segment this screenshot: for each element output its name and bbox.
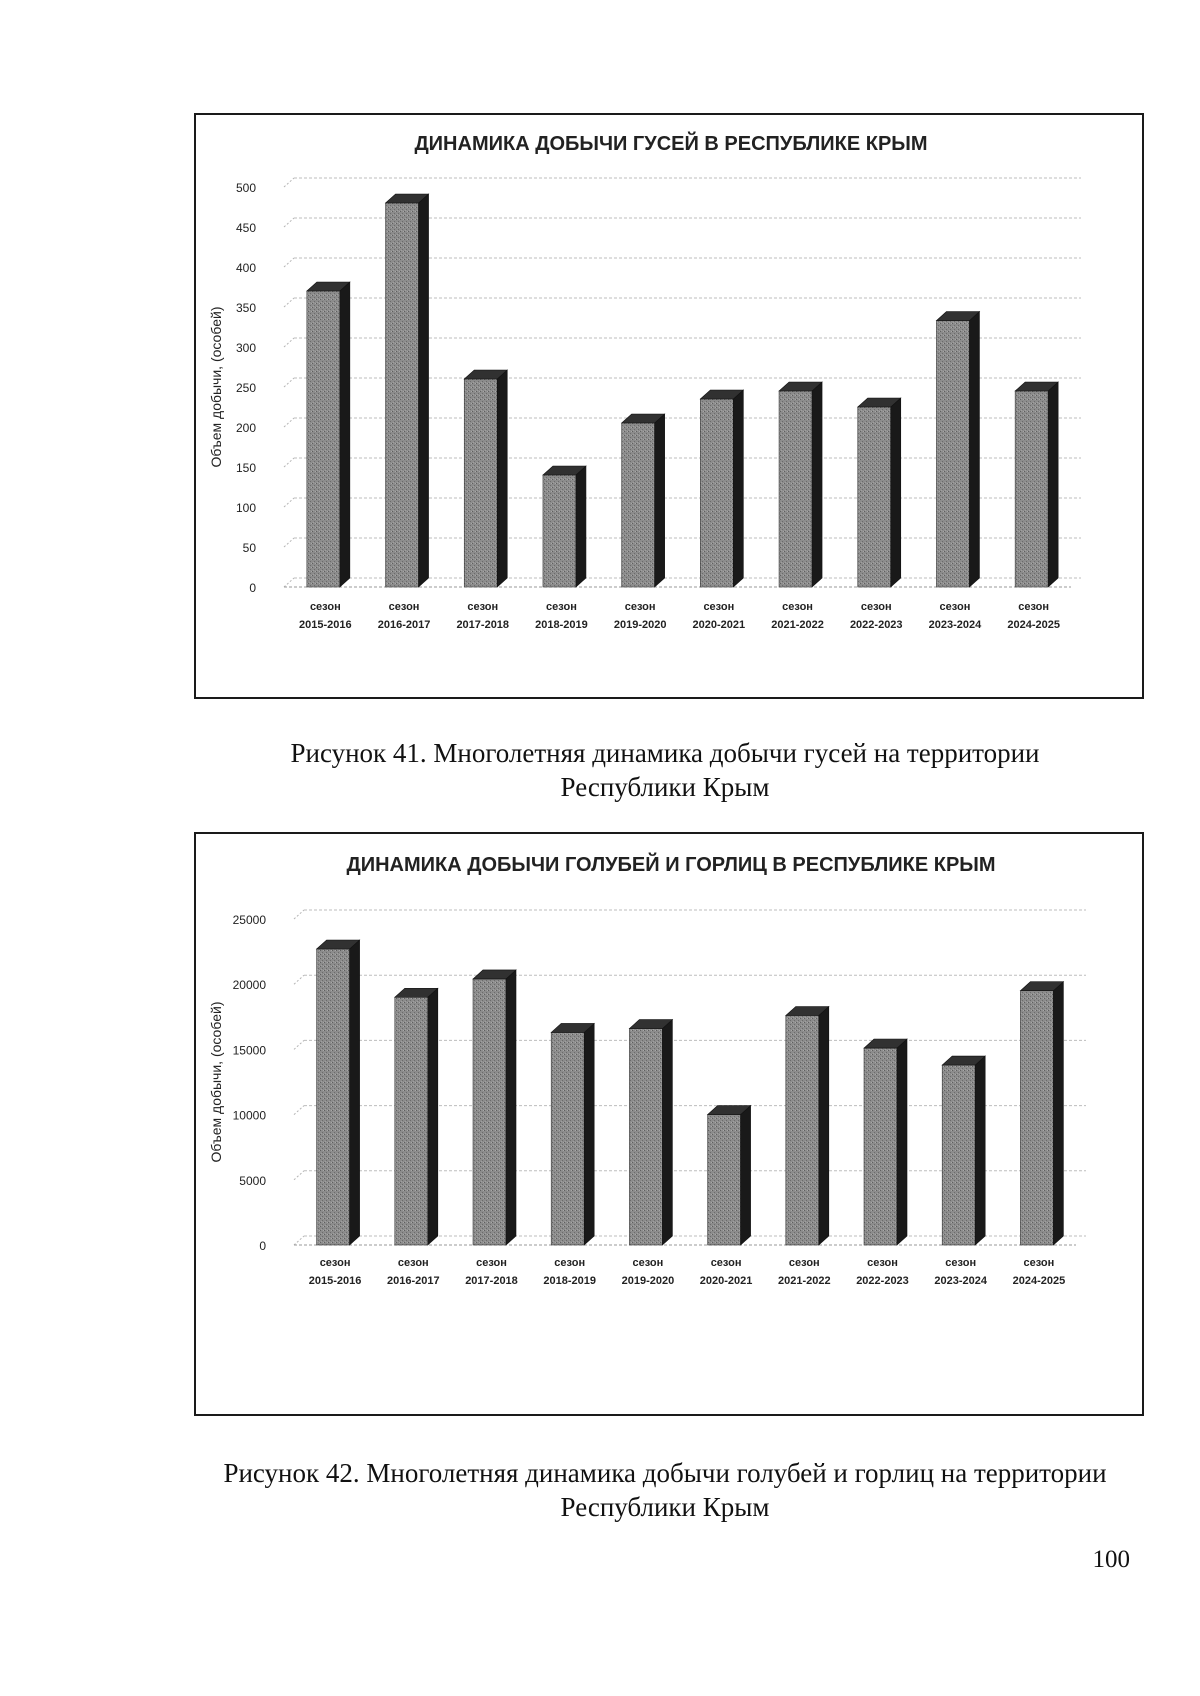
chart2-category-label: 2024-2025 — [1012, 1275, 1066, 1287]
chart1-grid-diagonal — [284, 458, 294, 467]
chart1-category-label: 2021-2022 — [771, 619, 824, 631]
chart1-category-label: сезон — [703, 601, 735, 613]
chart1-category-label: сезон — [782, 601, 813, 613]
chart2-grid-diagonal — [294, 1040, 304, 1049]
chart1-category-label: 2022-2023 — [849, 619, 903, 631]
chart1-bar — [779, 382, 822, 587]
chart1-bar-side — [733, 390, 743, 587]
chart2-category-label: сезон — [788, 1257, 820, 1269]
chart1-bar — [700, 390, 743, 587]
chart1-bar — [622, 414, 665, 587]
figure-42-caption — [150, 1456, 1180, 1524]
chart2-bar-side — [1053, 982, 1063, 1245]
chart2-grid-diagonal — [294, 910, 304, 919]
chart2-grid-diagonal — [294, 1236, 304, 1245]
chart2-ytick-label: 25000 — [232, 913, 266, 927]
figure-41-caption-line-2: Республики Крым — [560, 772, 770, 802]
chart1-category-label: 2018-2019 — [535, 619, 588, 631]
chart1-ytick-label: 450 — [235, 221, 256, 235]
chart2-bar-front — [395, 997, 428, 1245]
chart2-category-label: 2022-2023 — [856, 1275, 909, 1287]
chart1-grid-diagonal — [284, 178, 294, 187]
chart1-ytick-label: 350 — [235, 301, 256, 315]
page-number: 100 — [1092, 1546, 1130, 1573]
chart2-category-label: 2017-2018 — [465, 1275, 518, 1287]
chart2-bar-front — [473, 979, 506, 1245]
chart2-bar — [708, 1106, 751, 1245]
chart2-category-label: сезон — [1023, 1257, 1055, 1269]
chart1-bar-side — [497, 370, 507, 587]
chart2-bar — [395, 988, 438, 1245]
chart2-category-label: сезон — [632, 1257, 664, 1269]
chart1-ytick-label: 50 — [242, 541, 256, 555]
chart1-ytick-label: 150 — [235, 461, 256, 475]
chart2-category-label: сезон — [554, 1257, 586, 1269]
chart1-bar-front — [700, 399, 733, 587]
chart1-category-label: 2023-2024 — [928, 619, 982, 631]
chart2-bar-side — [662, 1020, 672, 1245]
chart2-ytick-label: 10000 — [232, 1108, 266, 1123]
chart2-grid-diagonal — [294, 975, 304, 984]
chart2-bar-front — [786, 1015, 819, 1245]
figure-42-caption-line-2: Республики Крым — [560, 1492, 770, 1522]
chart1-title: ДИНАМИКА ДОБЫЧИ ГУСЕЙ В РЕСПУБЛИКЕ КРЫМ — [414, 133, 928, 155]
chart2-ytick-label: 20000 — [232, 978, 266, 993]
chart1-grid-diagonal — [284, 298, 294, 307]
chart1-bar-front — [779, 391, 812, 587]
chart2-category-label: 2019-2020 — [621, 1275, 675, 1287]
chart2-category-label: 2018-2019 — [543, 1275, 597, 1287]
chart2-category-label: сезон — [945, 1257, 977, 1269]
chart1-bar-side — [1048, 382, 1058, 587]
chart1-category-label: сезон — [546, 601, 577, 613]
chart1-grid-diagonal — [284, 258, 294, 267]
chart1-bar-front — [622, 423, 655, 587]
chart1-bar-front — [307, 291, 340, 587]
chart2-category-label: сезон — [319, 1257, 351, 1269]
chart1-category-label: сезон — [860, 601, 892, 613]
chart2-bar-side — [428, 988, 438, 1245]
chart1-grid-diagonal — [284, 578, 294, 587]
chart2-ytick-label: 0 — [259, 1239, 266, 1253]
chart1-category-label: сезон — [939, 601, 971, 613]
chart1-category-label: 2019-2020 — [613, 619, 667, 631]
chart1-bar — [386, 194, 429, 587]
chart1-grid-diagonal — [284, 498, 294, 507]
chart2-category-label: 2015-2016 — [308, 1275, 362, 1287]
chart1-category-label: сезон — [467, 601, 499, 613]
chart1-ytick-label: 400 — [235, 261, 256, 275]
chart2-bar-side — [350, 940, 360, 1245]
chart1-grid-diagonal — [284, 218, 294, 227]
chart1-category-label: 2024-2025 — [1007, 619, 1060, 631]
chart1-bar-front — [386, 203, 419, 587]
chart2-title: ДИНАМИКА ДОБЫЧИ ГОЛУБЕЙ И ГОРЛИЦ В РЕСПУБЛИКЕ КРЫМ — [346, 854, 996, 876]
chart1-bar — [543, 466, 586, 587]
chart-geese — [194, 113, 1144, 699]
chart1-bar — [1015, 382, 1058, 587]
chart1-bar-front — [543, 475, 576, 587]
chart2-ytick-label: 15000 — [232, 1043, 266, 1058]
chart1-category-label: 2017-2018 — [456, 619, 510, 631]
chart2-bar-front — [864, 1048, 897, 1245]
chart2-category-label: 2016-2017 — [386, 1275, 440, 1287]
chart2-bar — [473, 970, 516, 1245]
chart2-grid-diagonal — [294, 1106, 304, 1115]
chart1-grid-diagonal — [284, 338, 294, 347]
chart2-bar-side — [506, 970, 516, 1245]
chart2-bar-front — [551, 1032, 584, 1245]
chart1-ytick-label: 0 — [249, 581, 256, 595]
chart2-grid-diagonal — [294, 1171, 304, 1180]
chart1-ytick-label: 300 — [235, 341, 256, 355]
chart2-category-label: 2021-2022 — [777, 1275, 831, 1287]
chart2-ytick-label: 5000 — [239, 1173, 266, 1188]
chart1-grid-diagonal — [284, 378, 294, 387]
chart2-category-label: сезон — [476, 1257, 507, 1269]
chart1-y-axis-label: Объем добычи, (особей) — [208, 306, 224, 468]
chart2-category-label: 2020-2021 — [699, 1275, 753, 1287]
chart2-bar — [942, 1056, 985, 1245]
chart1-bar — [464, 370, 507, 587]
chart1-ytick-label: 100 — [235, 501, 256, 515]
chart1-bar — [936, 312, 979, 587]
chart2-bar-front — [1020, 991, 1053, 1245]
chart1-bar-front — [1015, 391, 1048, 587]
chart2-bar-side — [897, 1039, 907, 1245]
chart1-ytick-label: 500 — [235, 181, 256, 195]
chart-pigeons-svg — [196, 834, 1142, 1414]
chart2-bar-front — [708, 1115, 741, 1245]
chart1-bar-side — [969, 312, 979, 587]
chart1-category-label: 2015-2016 — [299, 619, 352, 631]
chart2-bar-front — [317, 949, 350, 1245]
chart1-ytick-label: 200 — [235, 421, 256, 435]
chart1-bar-front — [936, 321, 969, 587]
chart2-category-label: сезон — [867, 1257, 898, 1269]
chart1-bar-front — [464, 379, 497, 587]
chart2-bar-side — [584, 1023, 594, 1245]
chart2-bar — [864, 1039, 907, 1245]
chart1-bar-side — [576, 466, 586, 587]
chart2-bar-front — [942, 1065, 975, 1245]
chart1-bar-front — [858, 407, 891, 587]
chart1-category-label: 2020-2021 — [692, 619, 746, 631]
chart2-category-label: сезон — [710, 1257, 742, 1269]
chart1-bar — [307, 282, 350, 587]
chart1-bar-side — [419, 194, 429, 587]
chart2-bar-side — [741, 1106, 751, 1245]
chart2-bar-front — [629, 1029, 662, 1245]
chart1-category-label: сезон — [624, 601, 656, 613]
chart2-y-axis-label: Объем добычи, (особей) — [208, 1001, 224, 1163]
figure-41-caption-line-1: Рисунок 41. Многолетняя динамика добычи гусей на территории — [290, 738, 1040, 768]
chart1-bar-side — [812, 382, 822, 587]
chart2-bar — [317, 940, 360, 1245]
chart2-bar-side — [819, 1006, 829, 1245]
figure-42-caption-line-1: Рисунок 42. Многолетняя динамика добычи голубей и горлиц на территории — [223, 1458, 1107, 1488]
chart2-bar-side — [975, 1056, 985, 1245]
chart1-bar — [858, 398, 901, 587]
chart2-category-label: 2023-2024 — [934, 1275, 988, 1287]
figure-41-caption — [150, 736, 1180, 804]
chart1-grid-diagonal — [284, 418, 294, 427]
chart-pigeons — [194, 832, 1144, 1416]
chart2-bar — [551, 1023, 594, 1245]
chart2-bar — [1020, 982, 1063, 1245]
chart1-category-label: сезон — [309, 601, 341, 613]
chart-geese-svg — [196, 115, 1142, 697]
chart2-category-label: сезон — [397, 1257, 429, 1269]
chart1-bar-side — [891, 398, 901, 587]
chart1-category-label: сезон — [388, 601, 420, 613]
chart1-ytick-label: 250 — [235, 381, 256, 395]
chart2-bar — [786, 1006, 829, 1245]
chart1-bar-side — [655, 414, 665, 587]
chart2-bar — [629, 1020, 672, 1245]
chart1-grid-diagonal — [284, 538, 294, 547]
chart1-category-label: сезон — [1018, 601, 1050, 613]
chart1-category-label: 2016-2017 — [377, 619, 431, 631]
chart1-bar-side — [340, 282, 350, 587]
